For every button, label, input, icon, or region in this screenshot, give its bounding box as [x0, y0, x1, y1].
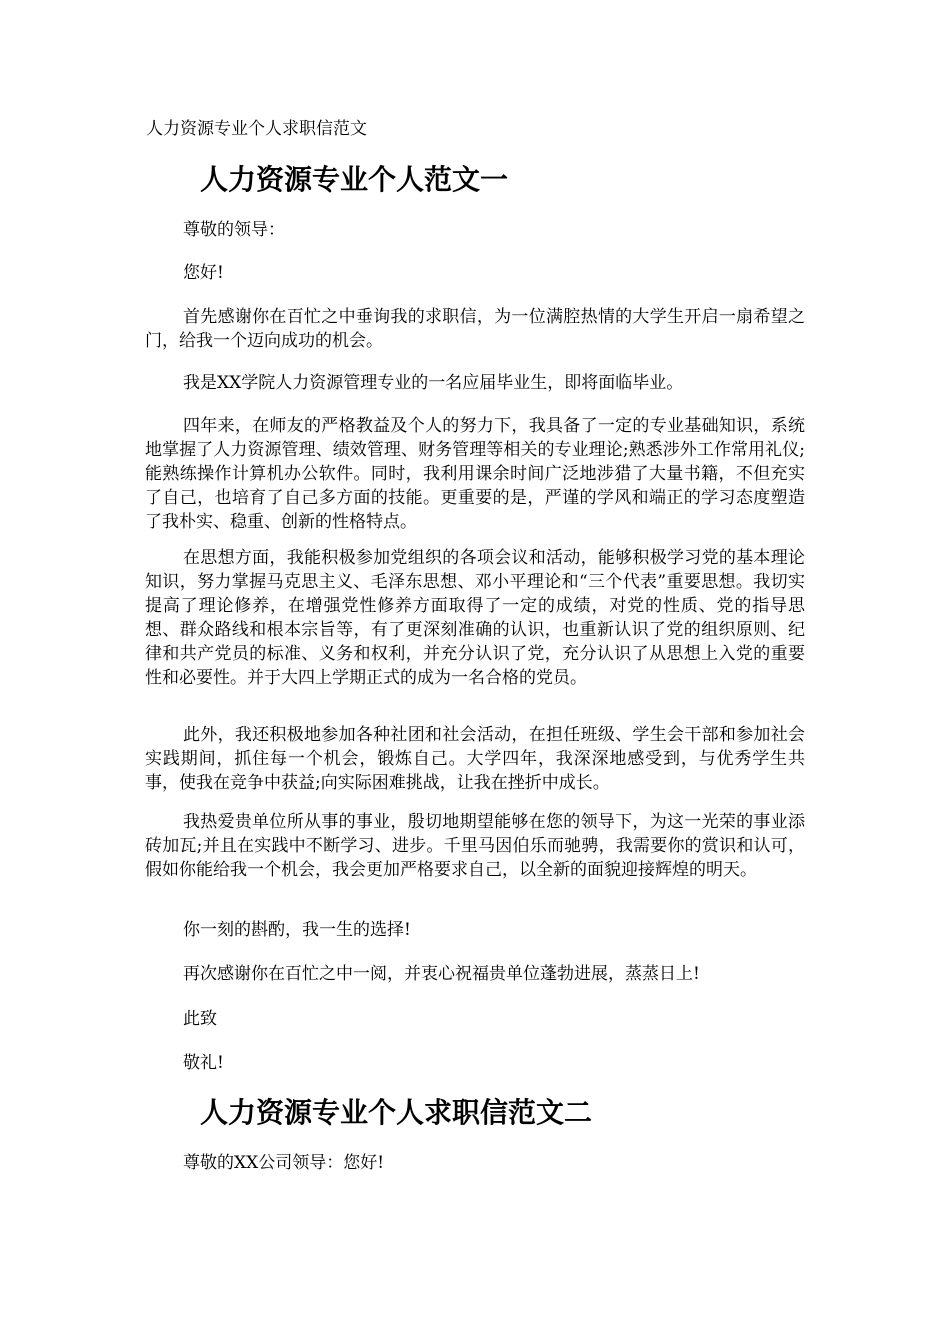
letter-1-heading: 人力资源专业个人范文一	[200, 163, 509, 196]
letter-1-paragraph: 在思想方面，我能积极参加党组织的各项会议和活动，能够积极学习党的基本理论知识，努力掌握马克思主义、毛泽东思想、邓小平理论和“三个代表”重要思想。我切实提高了理论修养，在增强党性修养方面取得了一定的成绩，对党的性质、党的指导思想、群众路线和根本宗旨等，有了更深刻准确的认识，也重新认识了党的组织原则、纪律和共产党员的标准、义务和权利，并充分认识了党，充分认识了从思想上入党的重要性和必要性。并于大四上学期正式的成为一名合格的党员。	[145, 548, 805, 688]
letter-1-salutation: 尊敬的领导：	[183, 220, 285, 240]
letter-1-paragraph: 此外，我还积极地参加各种社团和社会活动，在担任班级、学生会干部和参加社会实践期间，抓住每一个机会，锻炼自己。大学四年，我深深地感受到，与优秀学生共事，使我在竞争中获益;向实际困难挑战，让我在挫折中成长。	[145, 725, 805, 793]
document-title: 人力资源专业个人求职信范文	[146, 119, 367, 139]
letter-2-salutation: 尊敬的XX公司领导：您好!	[183, 1153, 385, 1173]
letter-1-paragraph: 我是XX学院人力资源管理专业的一名应届毕业生，即将面临毕业。	[183, 373, 684, 393]
letter-1-greeting: 您好!	[183, 263, 224, 283]
letter-1-paragraph: 我热爱贵单位所从事的事业，殷切地期望能够在您的领导下，为这一光荣的事业添砖加瓦;并且在实践中不断学习、进步。千里马因伯乐而驰骋，我需要你的赏识和认可，假如你能给我一个机会，我会更加严格要求自己，以全新的面貌迎接辉煌的明天。	[145, 812, 805, 880]
letter-1-paragraph: 四年来，在师友的严格教益及个人的努力下，我具备了一定的专业基础知识，系统地掌握了人力资源管理、绩效管理、财务管理等相关的专业理论;熟悉涉外工作常用礼仪;能熟练操作计算机办公软件。同时，我利用课余时间广泛地涉猎了大量书籍，不但充实了自己，也培育了自己多方面的技能。更重要的是，严谨的学风和端正的学习态度塑造了我朴实、稳重、创新的性格特点。	[145, 416, 805, 532]
letter-1-paragraph: 首先感谢你在百忙之中垂询我的求职信，为一位满腔热情的大学生开启一扇希望之门，给我一个迈向成功的机会。	[145, 307, 805, 351]
letter-1-regards: 敬礼!	[183, 1053, 224, 1073]
letter-1-paragraph: 再次感谢你在百忙之中一阅，并衷心祝福贵单位蓬勃进展，蒸蒸日上!	[183, 964, 700, 984]
letter-1-closing: 此致	[183, 1009, 217, 1029]
letter-1-paragraph: 你一刻的斟酌，我一生的选择!	[183, 920, 411, 940]
letter-2-heading: 人力资源专业个人求职信范文二	[200, 1096, 593, 1129]
